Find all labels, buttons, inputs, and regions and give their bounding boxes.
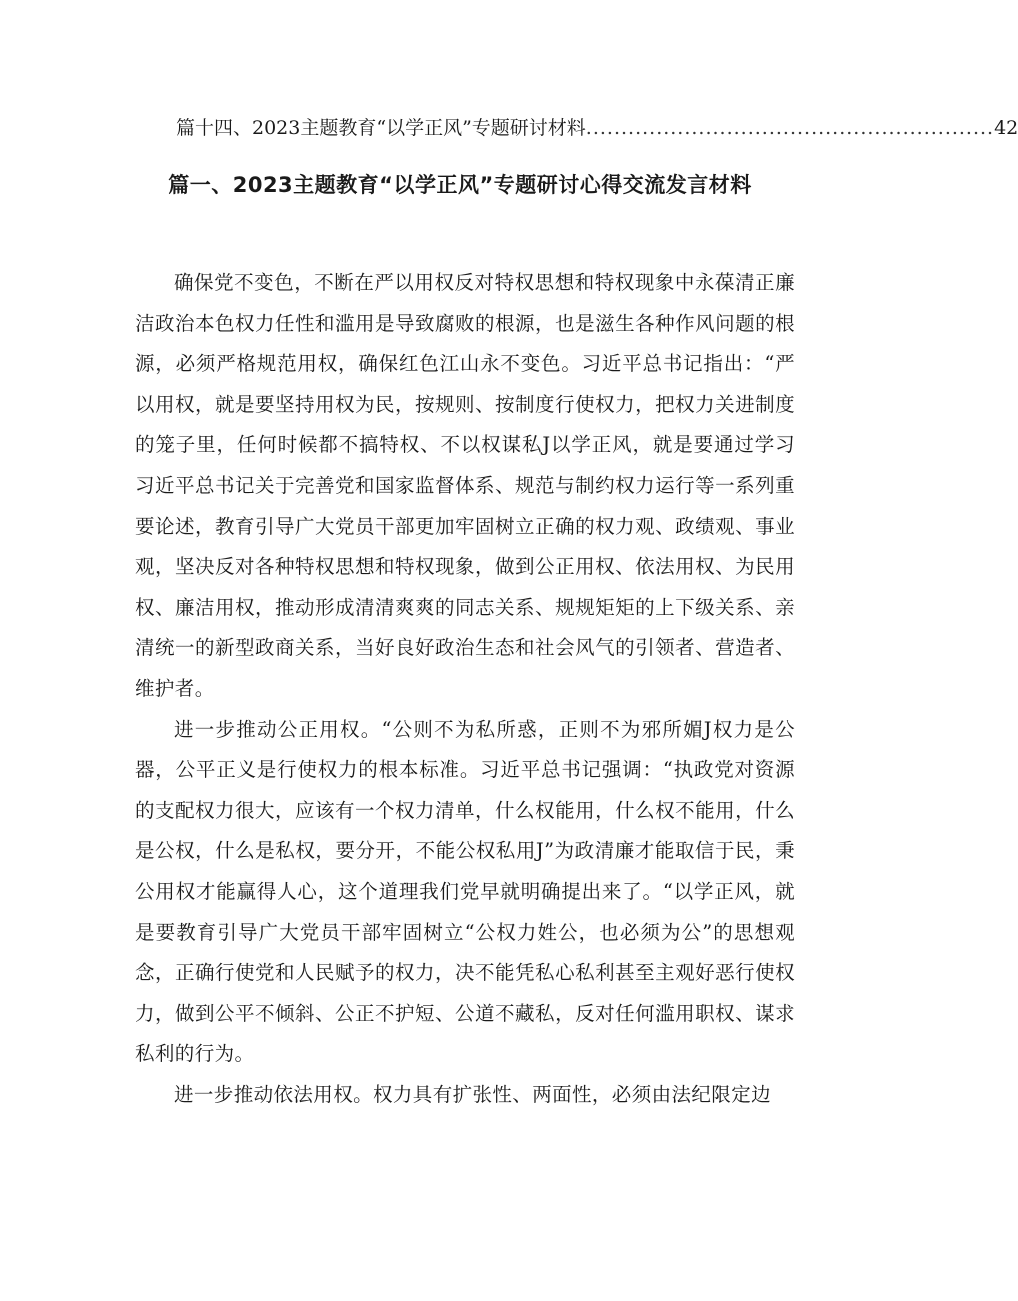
body-paragraph: 进一步推动依法用权。权力具有扩张性、两面性，必须由法纪限定边 — [174, 1082, 772, 1106]
body-paragraph: 进一步推动公正用权。“公则不为私所惑，正则不为邪所媚J权力是公器，公平正义是行使权力的根本标准。习近平总书记强调：“执政党对资源的支配权力很大，应该有一个权力清单，什么权能用，什么权不能用，什么是公权，什么是私权，要分开，不能公权私用J”为政清廉才能取信于民，秉公用权才能赢得人心，这个道理我们党早就明确提出来了。“以学正风，就是要教育引导广大党员干部牢固树立“公权力姓公，也必须为公”的思想观念，正确行使党和人民赋予的权力，决不能凭私心私利甚至主观好恶行使权力，做到公平不倾斜、公正不护短、公道不藏私，反对任何滥用职权、谋求私利的行为。 — [135, 717, 795, 1066]
toc-page-number: 42 — [994, 117, 1018, 139]
toc-entry-title: 篇十四、2023主题教育“以学正风”专题研讨材料 — [176, 117, 586, 139]
section-heading: 篇一、2023主题教育“以学正风”专题研讨心得交流发言材料 — [168, 173, 752, 197]
toc-dot-leader: .......................................................... — [585, 117, 995, 139]
document-body — [135, 263, 795, 1115]
body-paragraph: 确保党不变色，不断在严以用权反对特权思想和特权现象中永葆清正廉洁政治本色权力任性和滥用是导致腐败的根源，也是滋生各种作风问题的根源，必须严格规范用权，确保红色江山永不变色。习近平总书记指出：“严以用权，就是要坚持用权为民，按规则、按制度行使权力，把权力关进制度的笼子里，任何时候都不搞特权、不以权谋私J以学正风，就是要通过学习习近平总书记关于完善党和国家监督体系、规范与制约权力运行等一系列重要论述，教育引导广大党员干部更加牢固树立正确的权力观、政绩观、事业观，坚决反对各种特权思想和特权现象，做到公正用权、依法用权、为民用权、廉洁用权，推动形成清清爽爽的同志关系、规规矩矩的上下级关系、亲清统一的新型政商关系，当好良好政治生态和社会风气的引领者、营造者、维护者。 — [135, 271, 795, 700]
toc-entry[interactable] — [176, 114, 1018, 142]
